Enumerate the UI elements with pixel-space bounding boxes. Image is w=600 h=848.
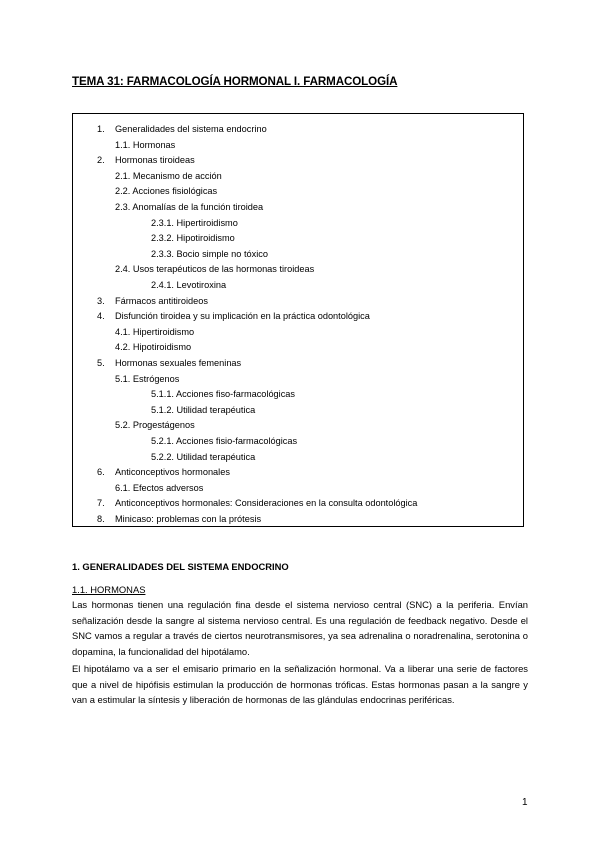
toc-item-number: 1. [97, 124, 105, 134]
toc-item-number: 5. [97, 358, 105, 368]
toc-item-label: 2.4.1. Levotiroxina [151, 280, 227, 290]
toc-item-label: 4.1. Hipertiroidismo [115, 326, 195, 337]
document-title: TEMA 31: FARMACOLOGÍA HORMONAL I. FARMACOLOGÍA [72, 75, 398, 88]
toc-item-number: 3. [97, 295, 105, 306]
table-of-contents [72, 113, 524, 527]
toc-item-number: 4. [97, 311, 105, 322]
toc-item-label: 6.1. Efectos adversos [115, 482, 204, 493]
subsection-heading: 1.1. HORMONAS [72, 584, 146, 595]
toc-item-label: 4.2. Hipotiroidismo [115, 342, 192, 353]
toc-item-label: Anticonceptivos hormonales: Consideraciones en la consulta odontológica [115, 498, 418, 509]
toc-item-label: 5.1. Estrógenos [115, 373, 180, 384]
toc-item-number: 2. [97, 155, 105, 166]
toc-item-label: Fármacos antitiroideos [115, 295, 208, 306]
toc-item-label: 2.3.1. Hipertiroidismo [151, 217, 238, 228]
toc-item-number: 6. [97, 467, 105, 478]
page-number: 1 [522, 797, 528, 808]
section-heading: 1. GENERALIDADES DEL SISTEMA ENDOCRINO [72, 561, 289, 572]
toc-item-label: Generalidades del sistema endocrino [115, 124, 267, 134]
toc-item-label: 2.3.2. Hipotiroidismo [151, 233, 235, 244]
paragraph: El hipotálamo va a ser el emisario primario en la señalización hormonal. Va a liberar una serie de factores que a nivel de hipófisis estimulan la producción de hormonas tróficas. Estas hormonas pasan a la sangre y van a estimular la síntesis y liberación de hormonas de las glándulas endocrinas periféricas. [72, 663, 528, 705]
toc-item-label: 5.2.2. Utilidad terapéutica [151, 451, 256, 462]
toc-item-label: 2.3.3. Bocio simple no tóxico [151, 248, 268, 259]
toc-item-label: Disfunción tiroidea y su implicación en la práctica odontológica [115, 311, 370, 322]
toc-item-label: Hormonas tiroideas [115, 155, 195, 166]
toc-item-label: 5.2. Progestágenos [115, 420, 195, 431]
paragraph: Las hormonas tienen una regulación fina desde el sistema nervioso central (SNC) a la periferia. Envían señalización desde la sangre al sistema nervioso central. Es una regulación de feedback negativo. Desde el SNC vamos a regular a través de ciertos neurotransmisores, ya sea adrenalina o noradrenalina, serotonina o dopamina, la funcionalidad del hipotálamo. [72, 599, 528, 657]
toc-item-label: 2.4. Usos terapéuticos de las hormonas tiroideas [115, 264, 315, 275]
toc-item-label: 2.2. Acciones fisiológicas [115, 186, 218, 197]
toc-item-number: 8. [97, 514, 105, 524]
toc-item-label: 2.3. Anomalías de la función tiroidea [115, 202, 264, 212]
toc-item-label: 5.1.2. Utilidad terapéutica [151, 404, 256, 415]
toc-item-label: Hormonas sexuales femeninas [115, 358, 242, 368]
toc-item-label: Anticonceptivos hormonales [115, 467, 230, 478]
toc-item-label: 2.1. Mecanismo de acción [115, 170, 222, 181]
toc-item-label: 5.2.1. Acciones fisio-farmacológicas [151, 436, 298, 446]
toc-item-label: 5.1.1. Acciones fiso-farmacológicas [151, 389, 296, 400]
toc-item-number: 7. [97, 498, 105, 509]
toc-item-label: 1.1. Hormonas [115, 139, 176, 150]
toc-item-label: Minicaso: problemas con la prótesis [115, 514, 262, 524]
